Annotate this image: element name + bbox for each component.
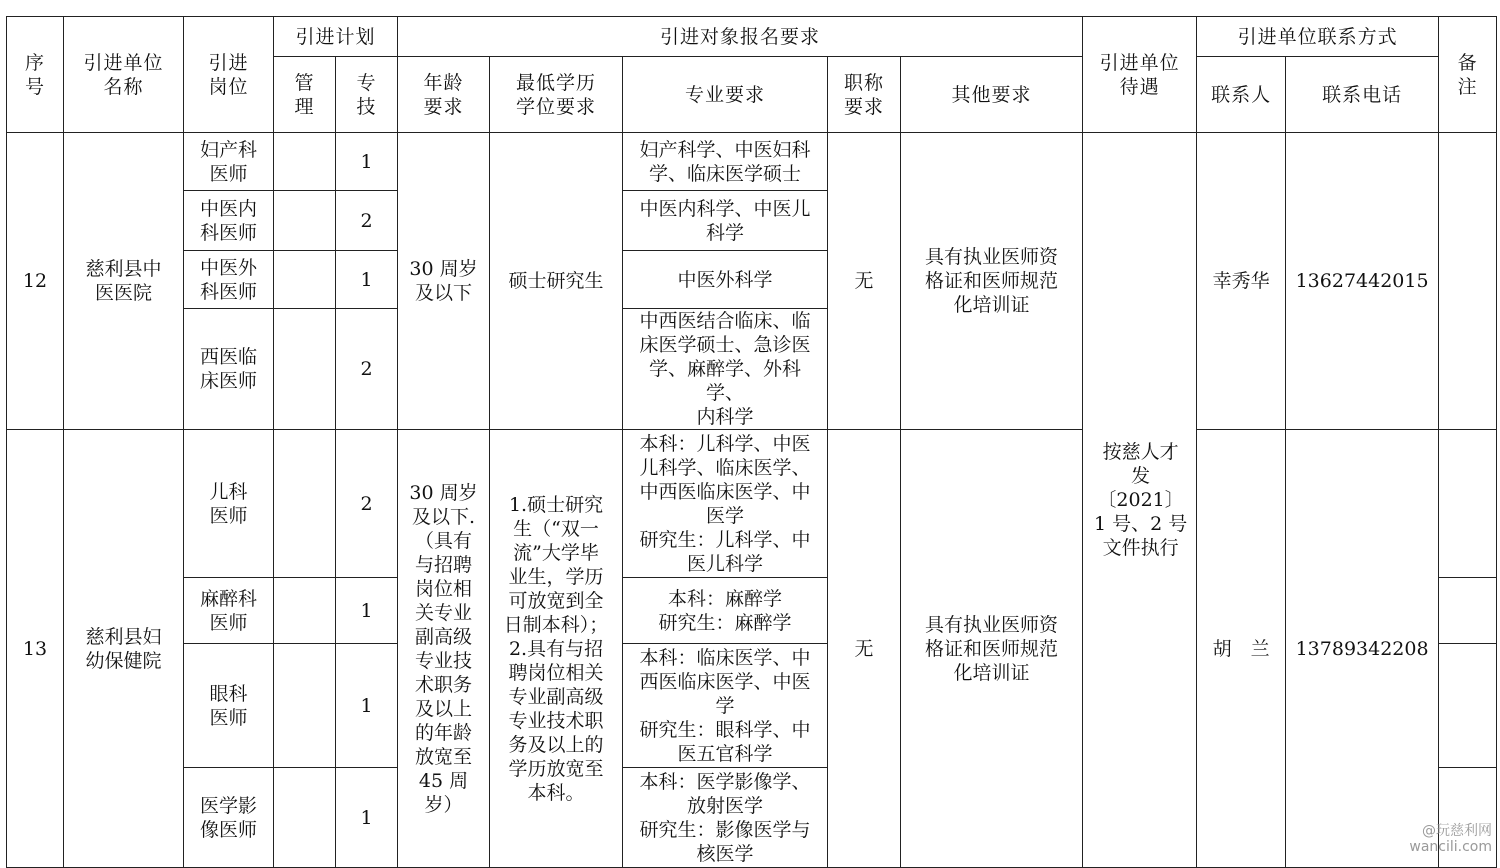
header-plan-tech: 专 技 (336, 57, 398, 133)
mgmt-cell (274, 309, 336, 430)
post-cell: 儿科 医师 (184, 430, 274, 578)
post-cell: 麻醉科 医师 (184, 578, 274, 644)
phone-cell: 13627442015 (1286, 133, 1439, 430)
title-cell: 无 (828, 430, 901, 868)
tech-cell: 1 (336, 251, 398, 309)
mgmt-cell (274, 251, 336, 309)
note-cell (1439, 578, 1497, 644)
header-education: 最低学历 学位要求 (490, 57, 623, 133)
mgmt-cell (274, 191, 336, 251)
mgmt-cell (274, 768, 336, 868)
major-cell: 中医外科学 (623, 251, 828, 309)
header-phone: 联系电话 (1286, 57, 1439, 133)
header-title: 职称 要求 (828, 57, 901, 133)
post-cell: 中医内 科医师 (184, 191, 274, 251)
contact-cell: 胡 兰 (1197, 430, 1286, 868)
header-contact-group: 引进单位联系方式 (1197, 17, 1439, 57)
major-cell: 中西医结合临床、临 床医学硕士、急诊医 学、麻醉学、外科学、 内科学 (623, 309, 828, 430)
site-watermark (1409, 823, 1492, 855)
watermark-handle: @玩慈利网 (1422, 823, 1492, 839)
header-plan-mgmt: 管 理 (274, 57, 336, 133)
recruitment-table (6, 16, 1497, 868)
age-cell: 30 周岁 及以下 (398, 133, 490, 430)
table-row (7, 133, 1497, 191)
unit-cell: 慈利县中 医医院 (64, 133, 184, 430)
post-cell: 妇产科 医师 (184, 133, 274, 191)
mgmt-cell (274, 133, 336, 191)
header-contact: 联系人 (1197, 57, 1286, 133)
tech-cell: 1 (336, 133, 398, 191)
tech-cell: 2 (336, 309, 398, 430)
age-cell: 30 周岁 及以下. （具有 与招聘 岗位相 关专业 副高级 专业技 术职务 及以上 的年龄 放宽至 45 周 岁） (398, 430, 490, 868)
header-age: 年龄 要求 (398, 57, 490, 133)
note-cell (1439, 644, 1497, 768)
header-unit: 引进单位 名称 (64, 17, 184, 133)
major-cell: 本科：儿科学、中医 儿科学、临床医学、 中西医临床医学、中 医学 研究生：儿科学、中 医儿科学 (623, 430, 828, 578)
header-plan: 引进计划 (274, 17, 398, 57)
note-cell (1439, 430, 1497, 578)
treatment-cell: 按慈人才 发〔2021〕 1 号、2 号 文件执行 (1083, 133, 1197, 868)
major-cell: 本科：临床医学、中 西医临床医学、中医 学 研究生：眼科学、中 医五官科学 (623, 644, 828, 768)
header-other: 其他要求 (901, 57, 1083, 133)
major-cell: 本科：医学影像学、 放射医学 研究生：影像医学与 核医学 (623, 768, 828, 868)
post-cell: 中医外 科医师 (184, 251, 274, 309)
education-cell: 1.硕士研究 生（“双一 流”大学毕 业生，学历 可放宽到全 日制本科）； 2.具有与招 聘岗位相关 专业副高级 专业技术职 务及以上的 学历放宽至 本科。 (490, 430, 623, 868)
mgmt-cell (274, 578, 336, 644)
table-row (7, 430, 1497, 578)
post-cell: 西医临 床医师 (184, 309, 274, 430)
tech-cell: 1 (336, 578, 398, 644)
title-cell: 无 (828, 133, 901, 430)
tech-cell: 2 (336, 191, 398, 251)
contact-cell: 幸秀华 (1197, 133, 1286, 430)
header-major: 专业要求 (623, 57, 828, 133)
header-seq: 序 号 (7, 17, 64, 133)
phone-cell: 13789342208 (1286, 430, 1439, 868)
other-cell: 具有执业医师资 格证和医师规范 化培训证 (901, 430, 1083, 868)
major-cell: 中医内科学、中医儿 科学 (623, 191, 828, 251)
post-cell: 眼科 医师 (184, 644, 274, 768)
seq-cell: 12 (7, 133, 64, 430)
header-treatment: 引进单位 待遇 (1083, 17, 1197, 133)
major-cell: 妇产科学、中医妇科 学、临床医学硕士 (623, 133, 828, 191)
major-cell: 本科：麻醉学 研究生：麻醉学 (623, 578, 828, 644)
header-requirements: 引进对象报名要求 (398, 17, 1083, 57)
mgmt-cell (274, 644, 336, 768)
tech-cell: 1 (336, 768, 398, 868)
watermark-domain: wancili.com (1409, 839, 1492, 855)
education-cell: 硕士研究生 (490, 133, 623, 430)
other-cell: 具有执业医师资 格证和医师规范 化培训证 (901, 133, 1083, 430)
header-post: 引进 岗位 (184, 17, 274, 133)
mgmt-cell (274, 430, 336, 578)
note-cell (1439, 133, 1497, 430)
unit-cell: 慈利县妇 幼保健院 (64, 430, 184, 868)
header-note: 备 注 (1439, 17, 1497, 133)
tech-cell: 2 (336, 430, 398, 578)
tech-cell: 1 (336, 644, 398, 768)
post-cell: 医学影 像医师 (184, 768, 274, 868)
seq-cell: 13 (7, 430, 64, 868)
